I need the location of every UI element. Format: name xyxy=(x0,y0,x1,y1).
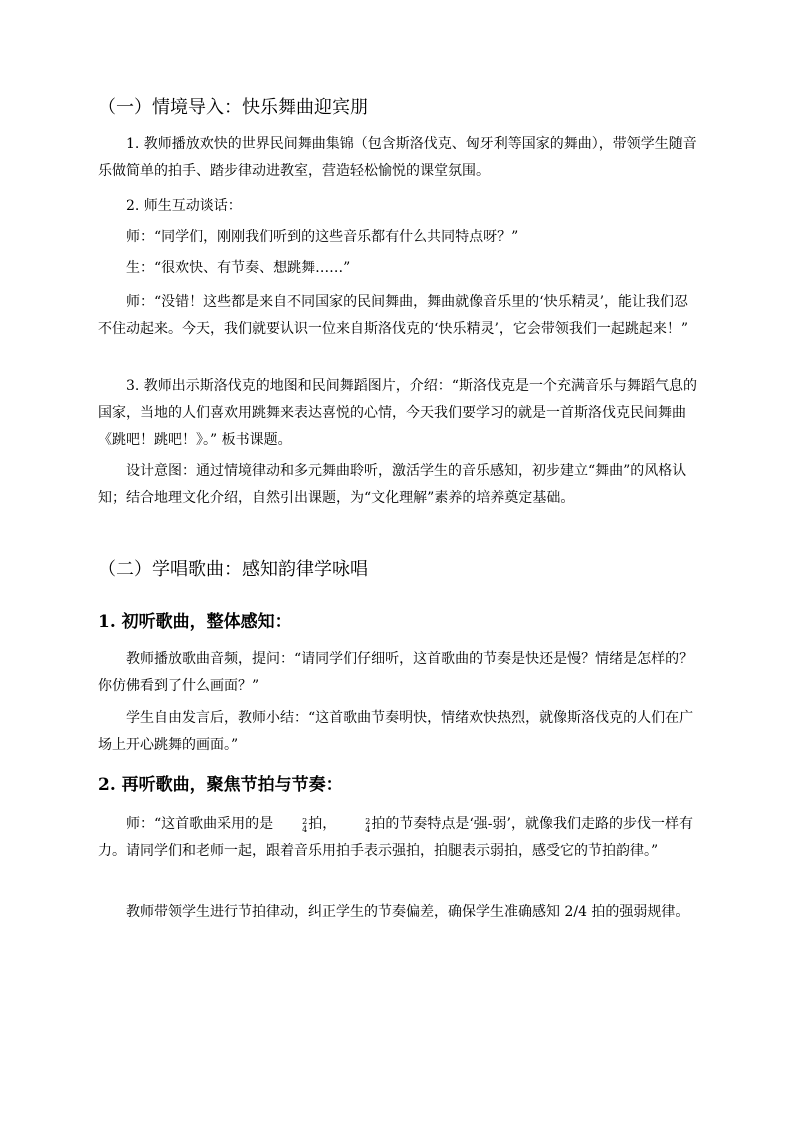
fraction-numerator: 2 xyxy=(365,817,371,826)
paragraph-rhythm-explanation xyxy=(98,811,698,865)
dialogue-teacher-reply: 师：“没错！这些都是来自不同国家的民间舞曲，舞曲就像音乐里的‘快乐精灵’，能让我们忍不住动起来。今天，我们就要认识一位来自斯洛伐克的‘快乐精灵’，它会带领我们一起跳起来！” xyxy=(98,294,689,337)
section-heading-intro: （一）情境导入：快乐舞曲迎宾朋 xyxy=(98,97,368,118)
fraction-denominator: 4 xyxy=(365,825,371,834)
paragraph-design-intent: 设计意图：通过情境律动和多元舞曲聆听，激活学生的音乐感知，初步建立“舞曲”的风格认知；结合地理文化介绍，自然引出课题，为“文化理解”素养的培养奠定基础。 xyxy=(98,463,687,506)
paragraph-rhythm-practice: 教师带领学生进行节拍律动，纠正学生的节奏偏差，确保学生准确感知 2/4 拍的强弱规律。 xyxy=(126,904,690,920)
paragraph-activity-2: 2. 师生互动谈话： xyxy=(126,198,242,214)
dialogue-teacher-question: 师：“同学们，刚刚我们听到的这些音乐都有什么共同特点呀？” xyxy=(126,229,519,245)
section-heading-learning: （二）学唱歌曲：感知韵律学咏唱 xyxy=(98,559,368,580)
rhythm-text-a: 师：“这首歌曲采用的是 xyxy=(126,816,274,832)
subheading-second-listen: 2. 再听歌曲，聚焦节拍与节奏： xyxy=(98,775,343,795)
paragraph-activity-1: 1. 教师播放欢快的世界民间舞曲集锦（包含斯洛伐克、匈牙利等国家的舞曲），带领学生随音乐做简单的拍手、踏步律动进教室，营造轻松愉悦的课堂氛围。 xyxy=(98,136,697,179)
rhythm-text-c: 拍的节奏特点是‘强-弱’，就像我们走路的步伐一样有力。请同学们和老师一起，跟着音乐用拍手表示强拍，拍腿表示弱拍，感受它的节拍韵律。” xyxy=(98,816,693,859)
time-signature-fraction xyxy=(337,818,370,834)
rhythm-text-b: 拍， xyxy=(308,816,337,832)
fraction-numerator: 2 xyxy=(302,817,308,826)
subheading-first-listen: 1. 初听歌曲，整体感知： xyxy=(98,612,292,632)
time-signature-fraction xyxy=(274,818,307,834)
paragraph-first-listen-summary: 学生自由发言后，教师小结：“这首歌曲节奏明快，情绪欢快热烈，就像斯洛伐克的人们在广场上开心跳舞的画面。” xyxy=(98,710,694,753)
paragraph-first-listen-question: 教师播放歌曲音频，提问：“请同学们仔细听，这首歌曲的节奏是快还是慢？情绪是怎样的？你仿佛看到了什么画面？” xyxy=(98,651,694,694)
dialogue-student-answer: 生：“很欢快、有节奏、想跳舞……” xyxy=(126,260,351,276)
fraction-denominator: 4 xyxy=(302,825,308,834)
paragraph-activity-3: 3. 教师出示斯洛伐克的地图和民间舞蹈图片，介绍：“斯洛伐克是一个充满音乐与舞蹈气息的国家，当地的人们喜欢用跳舞来表达喜悦的心情，今天我们要学习的就是一首斯洛伐克民间舞曲《跳吧！跳吧！》。” 板书课题。 xyxy=(98,378,697,448)
